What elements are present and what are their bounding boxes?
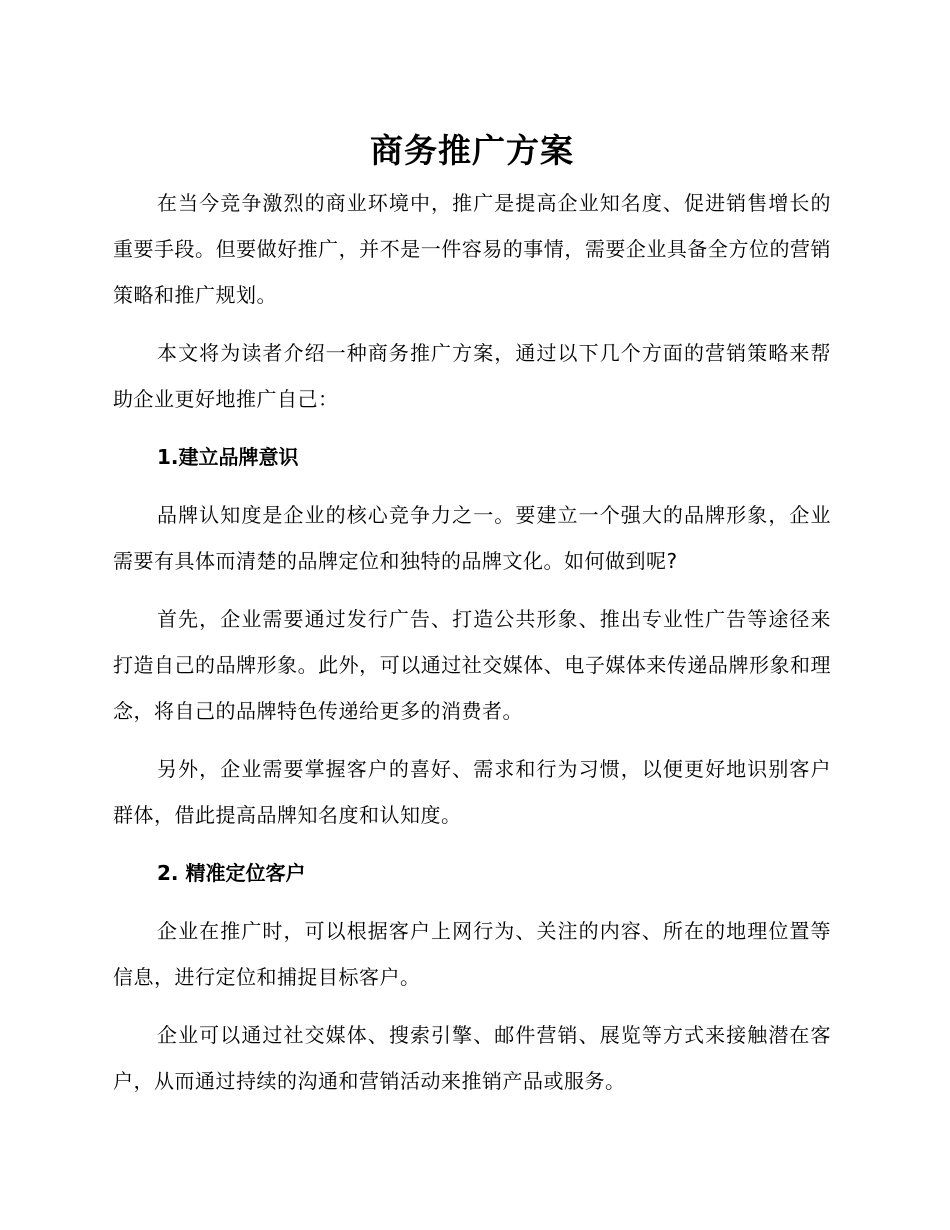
paragraph-brand-2: 首先，企业需要通过发行广告、打造公共形象、推出专业性广告等途径来打造自己的品牌形象。此外，可以通过社交媒体、电子媒体来传递品牌形象和理念，将自己的品牌特色传递给更多的消费者。 [113, 607, 831, 723]
paragraph-brand-1: 品牌认知度是企业的核心竞争力之一。要建立一个强大的品牌形象，企业需要有具体而清楚的品牌定位和独特的品牌文化。如何做到呢? [113, 503, 831, 573]
paragraph-targeting-1: 企业在推广时，可以根据客户上网行为、关注的内容、所在的地理位置等信息，进行定位和捕捉目标客户。 [113, 919, 831, 989]
section-heading-brand: 1.建立品牌意识 [157, 445, 299, 469]
paragraph-targeting-2: 企业可以通过社交媒体、搜索引擎、邮件营销、展览等方式来接触潜在客户，从而通过持续的沟通和营销活动来推销产品或服务。 [113, 1023, 831, 1093]
section-heading-targeting: 2. 精准定位客户 [157, 861, 306, 885]
document-title: 商务推广方案 [370, 131, 574, 170]
paragraph-overview: 本文将为读者介绍一种商务推广方案，通过以下几个方面的营销策略来帮助企业更好地推广自己： [113, 341, 831, 411]
paragraph-intro: 在当今竞争激烈的商业环境中，推广是提高企业知名度、促进销售增长的重要手段。但要做好推广，并不是一件容易的事情，需要企业具备全方位的营销策略和推广规划。 [113, 191, 831, 307]
document-page [113, 128, 831, 1116]
paragraph-brand-3: 另外，企业需要掌握客户的喜好、需求和行为习惯，以便更好地识别客户群体，借此提高品牌知名度和认知度。 [113, 757, 831, 827]
